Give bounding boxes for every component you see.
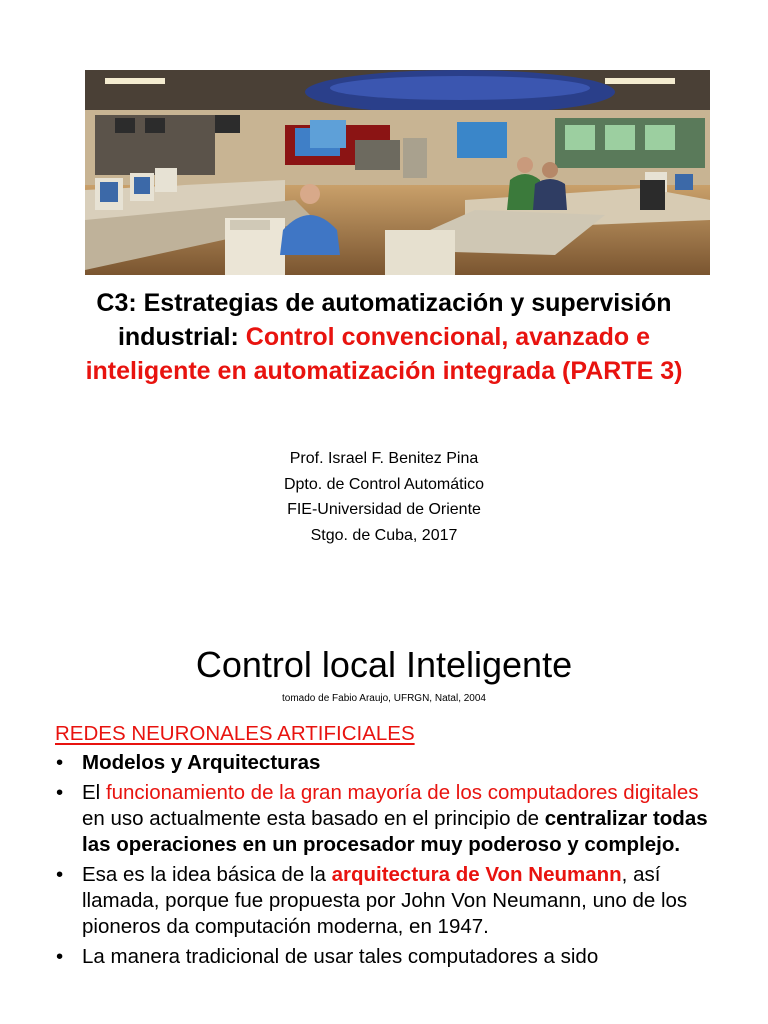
title-black-part: C3: Estrategias de automatización y supervisión industrial: [96, 289, 672, 351]
section-heading: REDES NEURONALES ARTIFICIALES [55, 722, 415, 745]
bullet-text: Modelos y Arquitecturas [82, 751, 321, 774]
control-room-illustration [85, 70, 710, 275]
bullet-icon: • [56, 751, 64, 774]
author-block [0, 446, 768, 548]
bullet-item [55, 780, 715, 858]
bullet-icon: • [56, 945, 64, 968]
slide-title: Control local Inteligente [195, 644, 573, 685]
bullet-list [55, 750, 715, 974]
presentation-title [60, 286, 708, 388]
bullet-text: Esa es la idea básica de la [82, 863, 332, 886]
bullet-bold: centralizar todas las operaciones en un procesador muy poderoso y complejo. [82, 807, 708, 856]
bullet-icon: • [56, 781, 64, 804]
author-name: Prof. Israel F. Benitez Pina [289, 450, 479, 467]
bullet-text: La manera tradicional de usar tales computadores a sido [82, 945, 599, 968]
bullet-text: El [82, 781, 106, 804]
bullet-item [55, 750, 715, 776]
bullet-text: en uso actualmente esta basado en el principio de [82, 807, 545, 830]
bullet-highlight: arquitectura de Von Neumann [331, 863, 622, 886]
place-year: Stgo. de Cuba, 2017 [310, 526, 458, 544]
institution: FIE-Universidad de Oriente [287, 501, 481, 518]
department: Dpto. de Control Automático [283, 475, 485, 493]
bullet-text: , así llamada, porque fue propuesta por John Von Neumann, uno de los pioneros da computación moderna, en 1947. [82, 863, 688, 938]
source-note: tomado de Fabio Araujo, UFRGN, Natal, 2004 [282, 693, 486, 704]
bullet-icon: • [56, 863, 64, 886]
bullet-item [55, 862, 715, 940]
bullet-item [55, 944, 715, 970]
control-room-photo [85, 70, 710, 275]
content-slide [0, 600, 768, 1024]
title-red-part: Control convencional, avanzado e inteligente en automatización integrada (PARTE 3) [85, 323, 683, 385]
bullet-highlight: funcionamiento de la gran mayoría de los computadores digitales [105, 781, 699, 804]
